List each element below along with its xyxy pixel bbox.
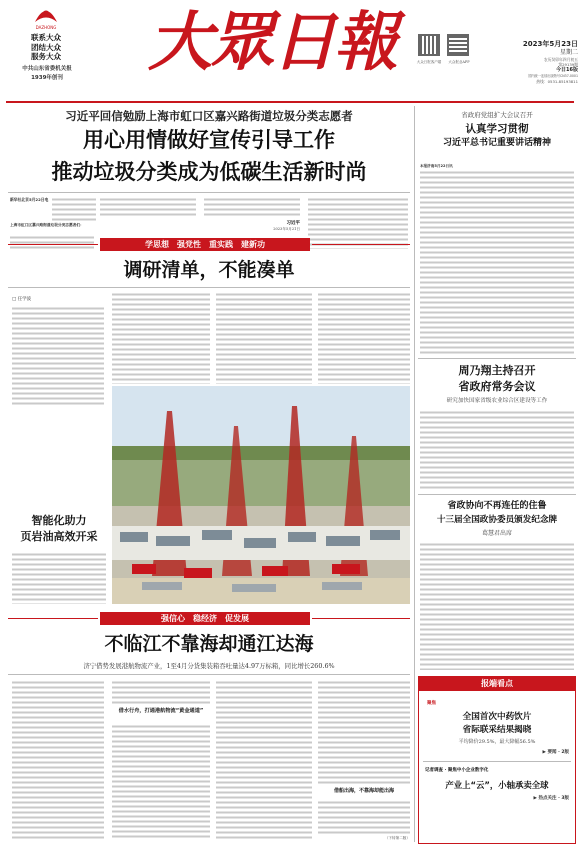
right2-body (420, 410, 574, 490)
right2-title-1: 周乃翔主持召开 (458, 364, 536, 377)
slogan-line: 联系大众 (31, 33, 61, 42)
divider (8, 674, 410, 675)
feature-body-col (318, 292, 410, 384)
lead-title-1: 用心用情做好宣传引导工作 (83, 128, 335, 152)
publisher: 中共山东省委机关报 (22, 66, 72, 72)
port-subhead-1: 借水行舟，打通港航物流“黄金通道” (118, 708, 204, 714)
port-body-col (216, 680, 312, 840)
app-label: 大众日报客户端 (416, 60, 442, 64)
right2-subtitle: 研究加快国家省级农业综合区建设等工作 (446, 398, 548, 404)
theme-banner (100, 612, 310, 625)
index-item1-page[interactable]: ▶ 要闻 · 2版 (542, 750, 569, 755)
feature-byline: □ 任学波 (12, 297, 32, 302)
theme-banner-label: 强信心 稳经济 促发展 (161, 614, 249, 623)
divider (423, 761, 571, 762)
qr-icon (447, 34, 469, 56)
continued-note: （下转第二版） (384, 836, 410, 840)
slogan-line: 服务大众 (31, 52, 61, 61)
banner-line (8, 618, 98, 619)
port-body-col (112, 680, 210, 704)
lead-dateline: 新华社北京5月22日电 (10, 197, 49, 202)
photo-caption (12, 552, 106, 604)
feature-author: 任学波 (17, 297, 32, 302)
logo-icon (32, 4, 60, 30)
theme-banner-label: 学思想 强党性 重实践 建新功 (145, 240, 265, 249)
right1-title-1: 认真学习贯彻 (465, 123, 529, 135)
index-tag-2[interactable]: 记者调查 · 聚焦中小企业数字化 (425, 768, 489, 773)
port-subhead-2: 借船出海，不靠海却能出海 (333, 788, 394, 794)
banner-line (8, 244, 98, 245)
index-item1-title-1[interactable]: 全国首次中药饮片 (462, 712, 532, 722)
right3-subtitle: 葛慧君出席 (481, 530, 512, 537)
feature-body-col (216, 292, 312, 384)
divider (418, 494, 576, 495)
index-tag-1[interactable] (423, 699, 440, 708)
nameplate: 大眾日報 (148, 5, 396, 80)
masthead-rule (6, 101, 574, 103)
lead-sign-date: 2023年5月21日 (273, 227, 300, 231)
lunar-date: 农历癸卯年四月初五 (543, 57, 578, 62)
column-divider (414, 106, 415, 842)
index-tag-label: 聚焦 (427, 701, 436, 706)
feature-body-col (12, 306, 104, 406)
right2-title-2: 省政府常务会议 (458, 380, 536, 393)
banner-line (312, 618, 410, 619)
index-header: 报端看点 (419, 677, 575, 691)
lead-body-col (308, 197, 408, 249)
port-subtitle: 济宁借势发展港航物流产业，1至4月分货集装箱吞吐量达4.97万标箱，同比增长260.6% (83, 662, 335, 670)
feature-body-col (112, 292, 210, 384)
port-body-col (112, 724, 210, 840)
divider (8, 287, 410, 288)
right3-title-1: 省政协向不再连任的住鲁 (447, 501, 547, 511)
divider (8, 192, 410, 193)
masthead (0, 0, 580, 100)
cn-number: 国内统一连续出版物号CN37-0001 (528, 74, 578, 78)
feature-title: 调研清单，不能凑单 (123, 259, 295, 281)
photo-title-1: 智能化助力 (31, 514, 87, 527)
index-item1-title-2[interactable]: 省际联采结果揭晓 (462, 725, 532, 735)
port-body-col (12, 680, 104, 840)
divider (418, 358, 576, 359)
svg-text:DAZHONG: DAZHONG (35, 25, 57, 30)
index-item1-subtitle: 平均降价29.5%，最大降幅56.5% (458, 739, 536, 745)
lead-salutation: 上海市虹口区嘉兴路街道垃圾分类志愿者们： (10, 223, 84, 227)
right1-title-2: 习近平总书记重要讲话精神 (442, 138, 551, 148)
photo-title-2: 页岩油高效开采 (20, 530, 98, 543)
lead-body-col (100, 197, 196, 217)
weekday: 星期二 (559, 49, 578, 56)
index-box (418, 676, 576, 844)
lead-title-2: 推动垃圾分类成为低碳生活新时尚 (51, 160, 367, 184)
right1-lead: 本报济南5月22日讯 (420, 164, 453, 168)
issue-number: 第29139期 (558, 62, 578, 67)
index-item2-page-label: 热点关注 · 3版 (538, 796, 569, 801)
right1-body (420, 170, 574, 356)
issue-date: 2023年5月23日 (522, 40, 578, 48)
port-body-col (318, 800, 410, 834)
index-item1-page-label: 要闻 · 2版 (547, 750, 569, 755)
lead-body-col (204, 197, 300, 217)
port-body-col (318, 680, 410, 784)
port-title: 不临江不靠海却通江达海 (104, 633, 314, 655)
right1-kicker: 省政府党组扩大会议召开 (461, 111, 533, 119)
theme-banner (100, 238, 310, 251)
lead-kicker: 习近平回信勉励上海市虹口区嘉兴路街道垃圾分类志愿者 (65, 109, 353, 123)
right3-body (420, 542, 574, 670)
lead-body-col (10, 235, 94, 249)
index-item2-title[interactable]: 产业上“云”，小轴承卖全球 (445, 780, 549, 790)
lead-body-col (52, 197, 96, 223)
right3-title-2: 十三届全国政协委员颁发纪念牌 (436, 515, 558, 525)
oilfield-photo (112, 386, 410, 604)
banner-line (312, 244, 410, 245)
lead-signature: 习近平 (286, 221, 300, 226)
page-count: 今日16版 (556, 67, 578, 73)
founded: 1939年创刊 (31, 75, 63, 81)
app-label: 大众报业APP (448, 60, 470, 64)
hotline: 热线：0531-85193811 (536, 78, 578, 84)
slogan-line: 团结大众 (31, 42, 61, 52)
qr-icon (418, 34, 440, 56)
index-item2-page[interactable]: ▶ 热点关注 · 3版 (533, 796, 569, 801)
